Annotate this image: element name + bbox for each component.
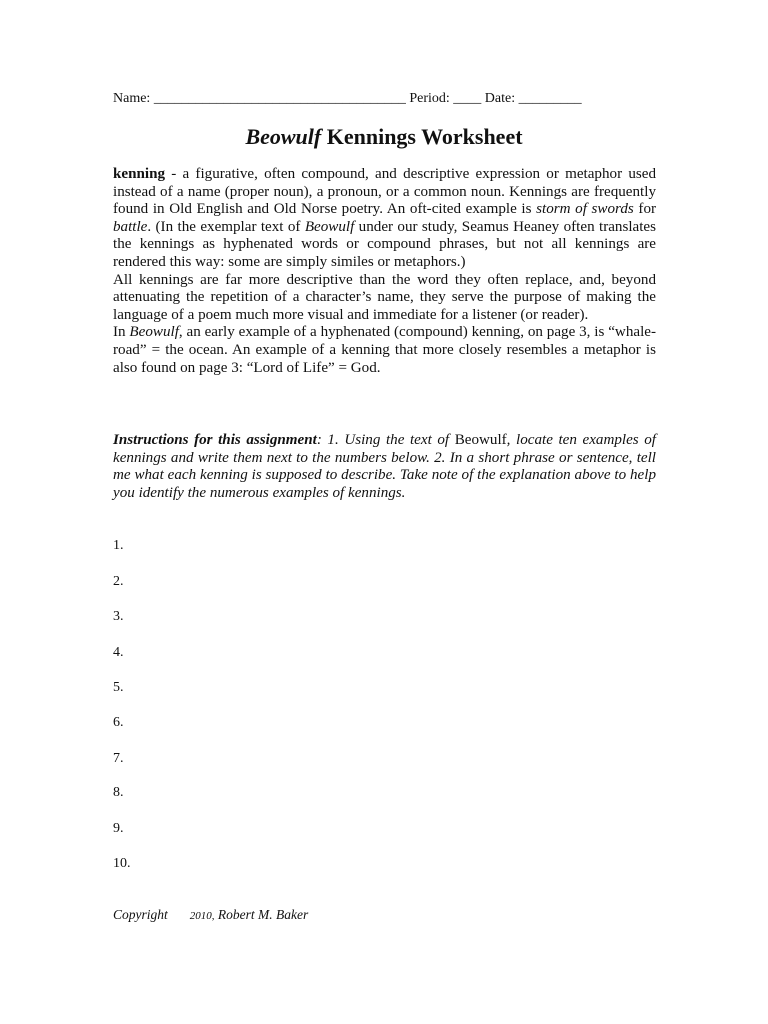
copyright-footer (113, 907, 308, 923)
definition-section (113, 166, 656, 377)
answer-item-6: 6. (113, 715, 124, 730)
name-field: ____________________________________ (153, 91, 406, 106)
name-label: Name: (113, 91, 154, 106)
answer-item-9: 9. (113, 821, 124, 836)
answer-item-2: 2. (113, 574, 124, 589)
definition-term: kenning (113, 166, 166, 182)
definition-paragraph-2: All kennings are far more descriptive than the word they often replace, and, beyond attenuating the repetition of a character’s name, they serve the purpose of making the language of a poem much more visual and immediate for a listener (or reader). (113, 271, 656, 323)
answer-item-8: 8. (113, 785, 124, 800)
copyright-year: 2010, (189, 910, 215, 922)
copyright-label: Copyright (113, 907, 168, 922)
instructions-paragraph: Instructions for this assignment: 1. Using the text of Beowulf, locate ten examples of kennings and write them next to the numbers below. 2. In a short phrase or sentence, tell me what each kenning is supposed to describe. Take note of the explanation above to help you identify the numerous examples of kennings. (113, 432, 656, 501)
date-field: _________ (518, 91, 582, 106)
page-title (0, 124, 768, 150)
instructions-label: Instructions for this assignment (113, 432, 317, 448)
answer-item-1: 1. (113, 538, 124, 553)
title-italic: Beowulf (245, 124, 322, 149)
student-info-line (113, 91, 653, 107)
answer-item-4: 4. (113, 645, 124, 660)
date-label: Date: (481, 91, 519, 106)
answer-item-5: 5. (113, 680, 124, 695)
period-label: Period: (405, 91, 454, 106)
definition-paragraph-1: kenning - a figurative, often compound, and descriptive expression or metaphor used instead of a name (proper noun), a pronoun, or a common noun. Kennings are frequently found in Old English and Old Norse poetry. An oft-cited example is storm of swords for battle. (In the exemplar text of Beowulf under our study, Seamus Heaney often translates the kennings as hyphenated words or compound phrases, but not all kennings are rendered this way: some are simply similes or metaphors.) (113, 166, 657, 270)
title-rest: Kennings Worksheet (321, 124, 523, 149)
answer-item-7: 7. (113, 751, 124, 766)
answer-item-10: 10. (113, 856, 131, 871)
period-field: ____ (453, 91, 482, 106)
definition-paragraph-3: In Beowulf, an early example of a hyphenated (compound) kenning, on page 3, is “whale-road” = the ocean. An example of a kenning that more closely resembles a metaphor is also found on page 3: “Lord of Life” = God. (113, 324, 656, 376)
copyright-author: Robert M. Baker (214, 907, 309, 922)
answer-item-3: 3. (113, 609, 124, 624)
